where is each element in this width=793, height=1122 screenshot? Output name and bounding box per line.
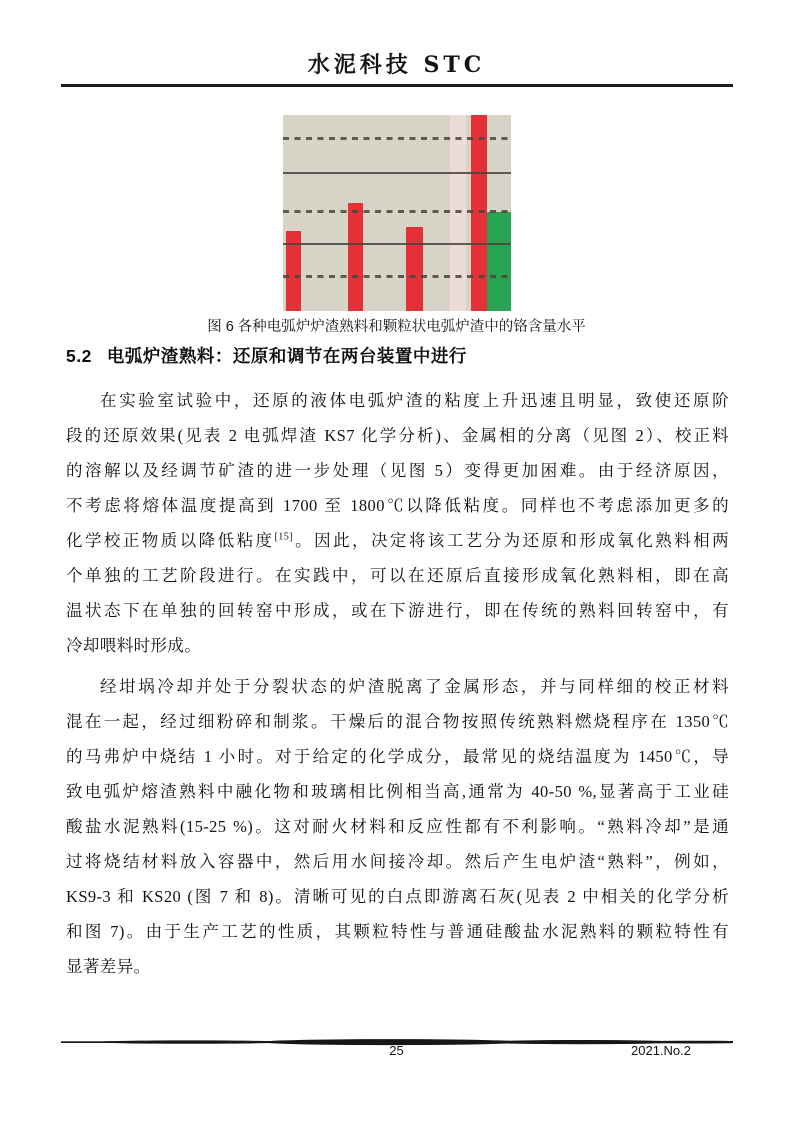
chart-bar-2 [348,203,363,311]
chart-gridline-dashed [283,137,511,140]
text-line: 在实验室试验中，还原的液体电弧炉渣的粘度上升迅速且明显，致使还原阶 [100,391,729,410]
page-number: 25 [389,1043,404,1058]
section-title: 电弧炉渣熟料：还原和调节在两台装置中进行 [106,346,467,366]
text-line: 温状态下在单独的回转窑中形成，或在下游进行，即在传统的熟料回转窑中，有 [66,601,729,620]
chart-gridline-solid [283,172,511,174]
paragraph-1 [66,383,729,663]
figure-caption: 图 6 各种电弧炉炉渣熟料和颗粒状电弧炉渣中的铬含量水平 [207,319,586,335]
section-heading [66,343,729,368]
chart-bar-4 [471,115,487,311]
issue-number: 2021.No.2 [631,1043,691,1058]
text-line: KS9-3 和 KS20 (图 7 和 8)。清晰可见的白点即游离石灰(见表 2 中相关的化学分析 [66,887,729,906]
text-line: 酸盐水泥熟料(15-25 %)。这对耐火材料和反应性都有不利影响。“熟料冷却”是通 [66,817,729,836]
text-line: 经坩埚冷却并处于分裂状态的炉渣脱离了金属形态，并与同样细的校正材料 [100,677,729,696]
journal-header [0,48,793,79]
footer-rule [61,1034,733,1043]
figure-chart-image [283,115,511,311]
text-line: 的马弗炉中烧结 1 小时。对于给定的化学成分，最常见的烧结温度为 1450℃，导 [66,747,729,766]
chart-gridline-dashed [283,275,511,278]
chart-gridline-dashed [283,210,511,213]
chart-bar-3 [406,227,423,311]
text-line: 显著差异。 [66,957,151,976]
chart-highlight-stripe [450,115,466,311]
journal-title: 水泥科技 STC [307,52,486,78]
text-line: 和图 7)。由于生产工艺的性质，其颗粒特性与普通硅酸盐水泥熟料的颗粒特性有 [66,922,729,941]
text-line: 不考虑将熔体温度提高到 1700 至 1800℃以降低粘度。同样也不考虑添加更多的 [66,496,729,515]
text-line: 的溶解以及经调节矿渣的进一步处理（见图 5）变得更加困难。由于经济原因， [66,461,729,480]
header-rule [61,84,733,87]
text-line: 冷却喂料时形成。 [66,636,202,655]
text-line: 致电弧炉熔渣熟料中融化物和玻璃相比例相当高,通常为 40-50 %,显著高于工业硅 [66,782,729,801]
section-number: 5.2 [66,346,92,366]
text-line: 化学校正物质以降低粘度[15]。因此，决定将该工艺分为还原和形成氧化熟料相两 [66,531,730,550]
chart-gridline-solid [283,243,511,245]
text-line: 过将烧结材料放入容器中，然后用水间接冷却。然后产生电炉渣“熟料”，例如， [66,852,729,871]
article-body [66,383,729,984]
text-line: 个单独的工艺阶段进行。在实践中，可以在还原后直接形成氧化熟料相，即在高 [66,566,729,585]
text-line: 混在一起，经过细粉碎和制浆。干燥后的混合物按照传统熟料燃烧程序在 1350℃ [66,712,729,731]
paragraph-2 [66,669,729,984]
text-line: 段的还原效果(见表 2 电弧焊渣 KS7 化学分析)、金属相的分离（见图 2）、校正料 [66,426,729,445]
chart-bar-5 [487,212,511,311]
